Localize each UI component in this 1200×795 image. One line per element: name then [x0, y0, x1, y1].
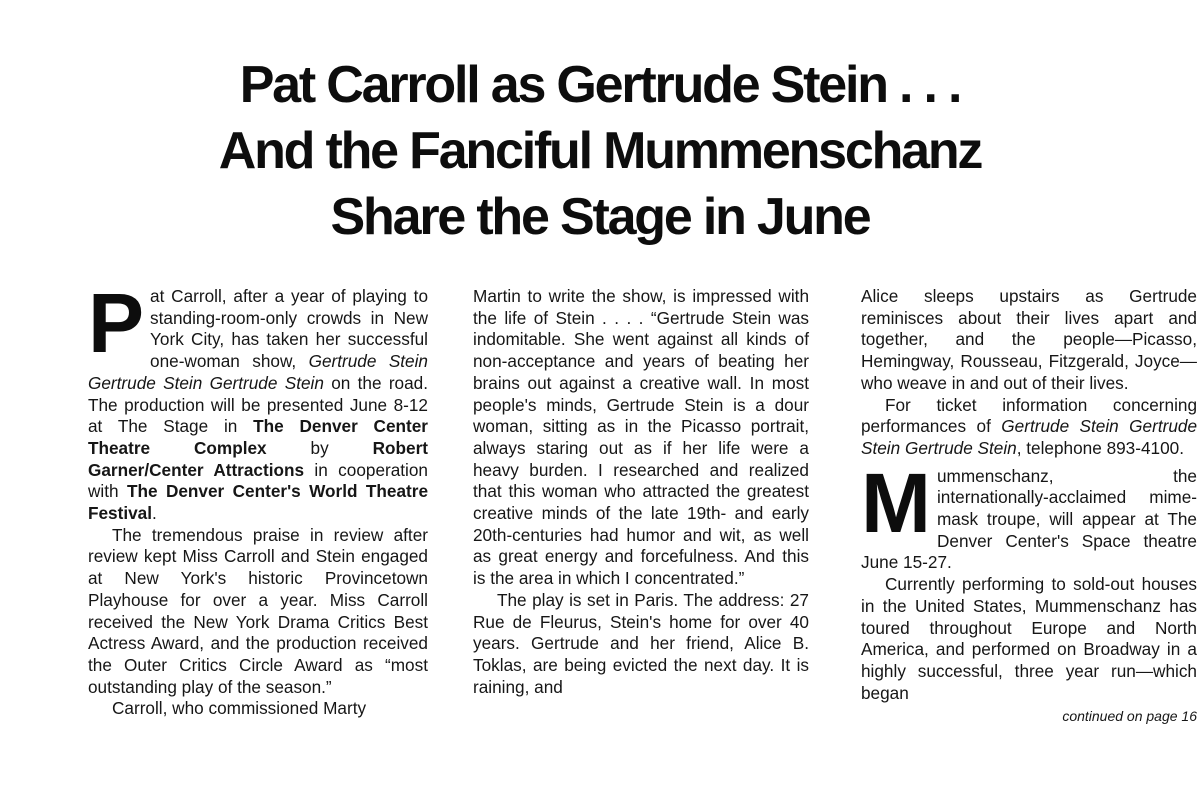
article-column-2: [473, 286, 809, 698]
text: .: [152, 503, 157, 524]
drop-cap: M: [861, 455, 931, 550]
headline-line-1: Pat Carroll as Gertrude Stein . . .: [239, 56, 961, 114]
paragraph: The play is set in Paris. The address: 27 Rue de Fleurus, Stein's home for over 40 years. Gertrude and her friend, Alice B. Toklas, are being evicted the next day. It is raining, and: [473, 589, 809, 697]
text: ummenschanz, the internationally-acclaimed mime-mask troupe, will appear at The Denver Center's Space theatre June 15-27.: [861, 465, 1197, 573]
paragraph: The tremendous praise in review after review kept Miss Carroll and Stein engaged at New York's historic Provincetown Playhouse for over a year. Miss Carroll received the New York Drama Critics Best Actress Award, and the production received the Outer Critics Circle Award as “most outstanding play of the season.”: [88, 524, 428, 697]
headline-line-2: And the Fanciful Mummenschanz: [218, 122, 982, 180]
paragraph: Alice sleeps upstairs as Gertrude reminisces about their lives apart and together, and the people—Picasso, Hemingway, Rousseau, Fitzgerald, Joyce—who weave in and out of their lives.: [861, 286, 1197, 393]
festival-name: The Denver Center's World Theatre Festival: [88, 481, 429, 524]
show-title: Gertrude Stein Gertrude Stein Gertrude Stein: [88, 351, 428, 393]
continued-note: continued on page 16: [1062, 708, 1197, 725]
text: on the road. The production will be presented June 8-12 at The Stage in: [88, 372, 428, 437]
paragraph: Carroll, who commissioned Marty: [112, 698, 367, 719]
text: , telephone 893-4100.: [1016, 437, 1184, 458]
venue-name: The Denver Center Theatre Complex: [88, 416, 428, 458]
text: at Carroll, after a year of playing to standing-room-only crowds in New York City, has taken her successful one-woman show,: [150, 286, 428, 372]
drop-cap: P: [88, 276, 145, 370]
paragraph: [88, 276, 429, 525]
text: in cooperation with: [88, 459, 428, 502]
text: by: [266, 437, 373, 458]
article-column-3: [861, 286, 1197, 728]
headline-line-3: Share the Stage in June: [330, 188, 870, 246]
headline: [120, 52, 1080, 250]
show-title: Gertrude Stein Gertrude Stein Gertrude Stein: [861, 416, 1197, 458]
text: For ticket information concerning performances of: [861, 394, 1197, 437]
paragraph: [861, 455, 1197, 575]
paragraph: Currently performing to sold-out houses in the United States, Mummenschanz has toured throughout Europe and North America, and performed on Broadway in a highly successful, three year run—which began: [861, 574, 1197, 703]
paragraph: Martin to write the show, is impressed with the life of Stein . . . . “Gertrude Stein was indomitable. She went against all kinds of non-acceptance and years of beating her brains out against a creative wall. In most people's minds, Gertrude Stein is a dour woman, sitting as in the Picasso portrait, always staring out as if her life were a heavy burden. I researched and realized that this woman who attracted the greatest creative minds of the late 19th- and early 20th-centuries had humor and wit, as well as great energy and forcefulness. And this is the area in which I concentrated.”: [473, 286, 809, 589]
article-column-1: [88, 276, 429, 720]
paragraph: [861, 395, 1197, 460]
presenter-name: Robert Garner/Center Attractions: [88, 437, 429, 480]
